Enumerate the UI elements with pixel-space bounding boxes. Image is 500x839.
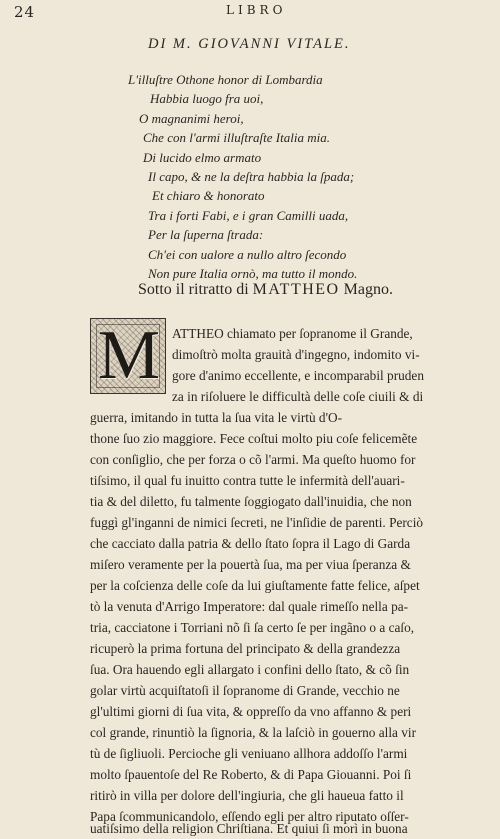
poem-line: Habbia luogo fra uoi, (150, 91, 264, 107)
prose-line: tria, cacciatone i Torriani nõ ſi ſa certo ſe per ingãno o a caſo, (90, 620, 415, 635)
decorated-initial (90, 318, 166, 394)
heading-name: MATTHEO (252, 281, 340, 298)
prose-line: za in riſoluere le difficultà delle coſe ciuili & di (172, 389, 424, 404)
poem-line: Di lucido elmo armato (143, 149, 262, 165)
prose-line: tò la venuta d'Arrigo Imperatore: dal quale rimeſſo nella pa- (90, 599, 409, 614)
poem-line: O magnanimi heroi, (139, 110, 244, 126)
prose-line: ATTHEO chiamato per ſopranome il Grande, (172, 326, 413, 341)
prose-line: che cacciato dalla patria & dello ſtato ſopra il Lago di Garda (90, 536, 411, 551)
prose-line: uatiſsimo della religion Chriſtiana. Et quiui ſi morì in buona (90, 821, 408, 836)
prose-line: Papa ſcommunicandolo, eſſendo egli per altro riputato oſſer- (90, 809, 409, 824)
poem-line: Per la ſuperna ſtrada: (148, 227, 264, 243)
prose-line: fuggì gl'inganni de nimici ſecreti, ne l'inſidie de parenti. Perciò (90, 515, 424, 530)
heading-prefix: Sotto il ritratto di (138, 281, 249, 298)
initial-letter: M (97, 318, 161, 394)
poem-line: Che con l'armi illuſtraſte Italia mia. (143, 130, 330, 146)
author-subtitle: DI M. GIOVANNI VITALE. (148, 36, 351, 52)
prose-line: tia & del diletto, fu talmente ſoggiogato dall'inuidia, che non (90, 494, 412, 509)
prose-line: thone ſuo zio maggiore. Fece coſtui molto piu coſe felicemẽte (90, 431, 418, 446)
poem-line: Et chiaro & honorato (152, 188, 265, 204)
prose-line: tù de ſigliuoli. Percioche gli veniuano allhora addoſſo l'armi (90, 746, 408, 761)
prose-line: golar virtù acquiſtatoſi il ſopranome di Grande, vecchio ne (90, 683, 400, 698)
poem-line: Il capo, & ne la deſtra habbia la ſpada; (148, 169, 355, 185)
prose-line: gl'ultimi giorni di ſua vita, & oppreſſo da vno affanno & peri (90, 704, 412, 719)
section-heading (138, 281, 393, 299)
page-number: 24 (14, 3, 36, 21)
prose-line: miſero veramente per la pouertà ſua, ma per viua ſperanza & (90, 557, 411, 572)
poem-line: Ch'ei con ualore a nullo altro ſecondo (148, 246, 347, 262)
prose-line: gore d'animo eccellente, e incomparabil pruden (172, 368, 424, 383)
poem-line: L'illuſtre Othone honor di Lombardia (128, 72, 323, 87)
prose-line: guerra, imitando in tutta la ſua vita le virtù d'O- (90, 410, 343, 425)
prose-line: con conſiglio, che per forza o cõ l'armi. Ma queſto huomo for (90, 452, 416, 467)
prose-line: dimoſtrò molta grauità d'ingegno, indomito vi- (172, 347, 420, 362)
poem (128, 70, 357, 283)
prose-line: tiſsimo, il qual fu inuitto contra tutte le infermità dell'auari- (90, 473, 405, 488)
heading-suffix: Magno. (343, 281, 393, 298)
prose-line: ritirò in villa per dolore dell'ingiuria, che gli haueua fatto il (90, 788, 404, 803)
prose-line: per la coſcienza delle coſe da lui giuſtamente fatte felice, aſpet (90, 578, 420, 593)
poem-line: Non pure Italia ornò, ma tutto il mondo. (148, 266, 358, 282)
prose-line: ricuperò la prima fortuna del principato & della grandezza (90, 641, 401, 656)
running-head: LIBRO (226, 3, 287, 17)
prose-line: col grande, rinuntiò la ſignoria, & la laſciò in gouerno alla vir (90, 725, 417, 740)
prose-line: molto ſpauentoſe del Re Roberto, & di Papa Giouanni. Poi ſi (90, 767, 412, 782)
poem-line: Tra i forti Fabi, e i gran Camilli uada, (148, 207, 349, 223)
prose-line: ſua. Ora hauendo egli allargato i confini dello ſtato, & cõ ſin (90, 662, 410, 677)
